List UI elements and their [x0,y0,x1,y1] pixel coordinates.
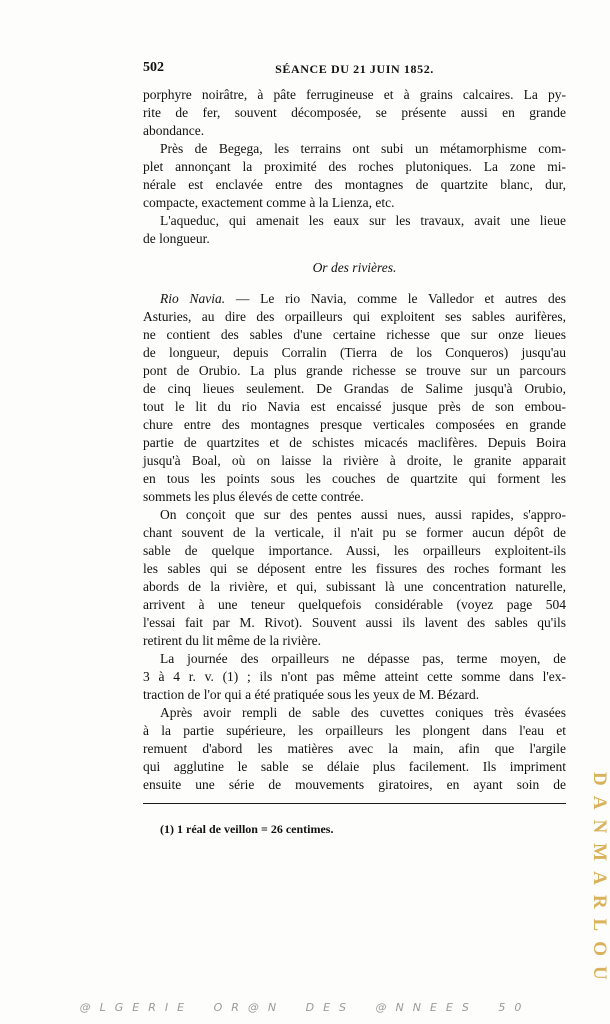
text-line: porphyre noirâtre, à pâte ferrugineuse et à grains calcaires. La py- [143,87,566,102]
text-line: sommets les plus élevés de cette contrée. [143,489,364,504]
footer-watermark: @LGERIE OR@N DES @NNEES 50 [79,1001,531,1014]
text-line: partie de quartzites et de schistes micacés maclifères. Depuis Boira [143,435,566,450]
text-run: — Le rio Navia, comme le Valledor et autres des [225,291,566,306]
text-line: remuent d'abord les matières avec la main, afin que l'argile [143,741,566,756]
footnote-rule [143,803,566,804]
side-watermark: DANMARLOU [589,772,610,990]
text-line: ne contient des sables d'une certaine richesse que sur onze lieues [143,327,566,342]
text-line: traction de l'or qui a été pratiquée sous les yeux de M. Bézard. [143,687,480,702]
text-line: l'essai fait par M. Rivot). Souvent aussi ils lavent des sables qu'ils [143,615,566,630]
text-line: chure entre des montagnes presque verticales composées en grande [143,417,566,432]
text-line: abondance. [143,123,205,138]
text-line: On conçoit que sur des pentes aussi nues, aussi rapides, s'appro- [160,507,566,522]
text-line: Près de Begega, les terrains ont subi un métamorphisme com- [160,141,566,156]
run-in-heading: Rio Navia. [160,291,226,306]
text-line: à la partie supérieure, les orpailleurs les plongent dans l'eau et [143,723,566,738]
text-line: ensuite une série de mouvements giratoires, en ayant soin de [143,777,566,792]
section-heading: Or des rivières. [312,260,397,275]
text-line: pont de Orubio. La plus grande richesse se trouve sur un parcours [143,363,566,378]
text-line: L'aqueduc, qui amenait les eaux sur les travaux, avait une lieue [160,213,566,228]
text-line: qui agglutine le sable se délaie plus facilement. Ils impriment [143,759,566,774]
text-line: jusqu'à Boal, où on laisse la rivière à droite, le granite apparait [143,453,566,468]
text-line: nérale est enclavée entre des montagnes de quartzite blanc, dur, [143,177,566,192]
text-block-main [143,290,566,794]
text-line: rite de fer, souvent décomposée, se présente aussi en grande [143,105,566,120]
text-line: abords de la rivière, et qui, subissant là une concentration naturelle, [143,579,566,594]
text-line: Après avoir rempli de sable des cuvettes coniques très évasées [160,705,566,720]
footnote: (1) 1 réal de veillon = 26 centimes. [160,822,334,836]
page-number: 502 [143,60,164,75]
text-line: plet annonçant la proximité des roches plutoniques. La zone mi- [143,159,566,174]
text-line: chant souvent de la verticale, il n'ait pu se former aucun dépôt de [143,525,566,540]
text-line: en tous les points sous les couches de quartzite qui forment les [143,471,566,486]
text-line: de longueur, depuis Corralin (Tierra de los Conqueros) jusqu'au [143,345,566,360]
text-line [143,290,566,308]
running-title: SÉANCE DU 21 JUIN 1852. [275,62,434,76]
text-line: tout le lit du rio Navia est encaissé jusque près de son embou- [143,399,566,414]
text-line: les sables qui se déposent entre les fissures des roches formant les [143,561,566,576]
text-line: La journée des orpailleurs ne dépasse pas, terme moyen, de [160,651,566,666]
text-line: de longueur. [143,231,210,246]
text-line: compacte, exactement comme à la Lienza, etc. [143,195,395,210]
text-block-top [143,86,566,248]
text-line: Asturies, au dire des orpailleurs qui exploitent ses sables aurifères, [143,309,566,324]
text-line: arrivent à une teneur quelquefois considérable (voyez page 504 [143,597,566,612]
text-line: de cinq lieues seulement. De Grandas de Salime jusqu'à Orubio, [143,381,566,396]
text-line: retirent du lit même de la rivière. [143,633,322,648]
text-line: sable de quelque importance. Aussi, les orpailleurs exploitent-ils [143,543,566,558]
text-line: 3 à 4 r. v. (1) ; ils n'ont pas même atteint cette somme dans l'ex- [143,669,566,684]
